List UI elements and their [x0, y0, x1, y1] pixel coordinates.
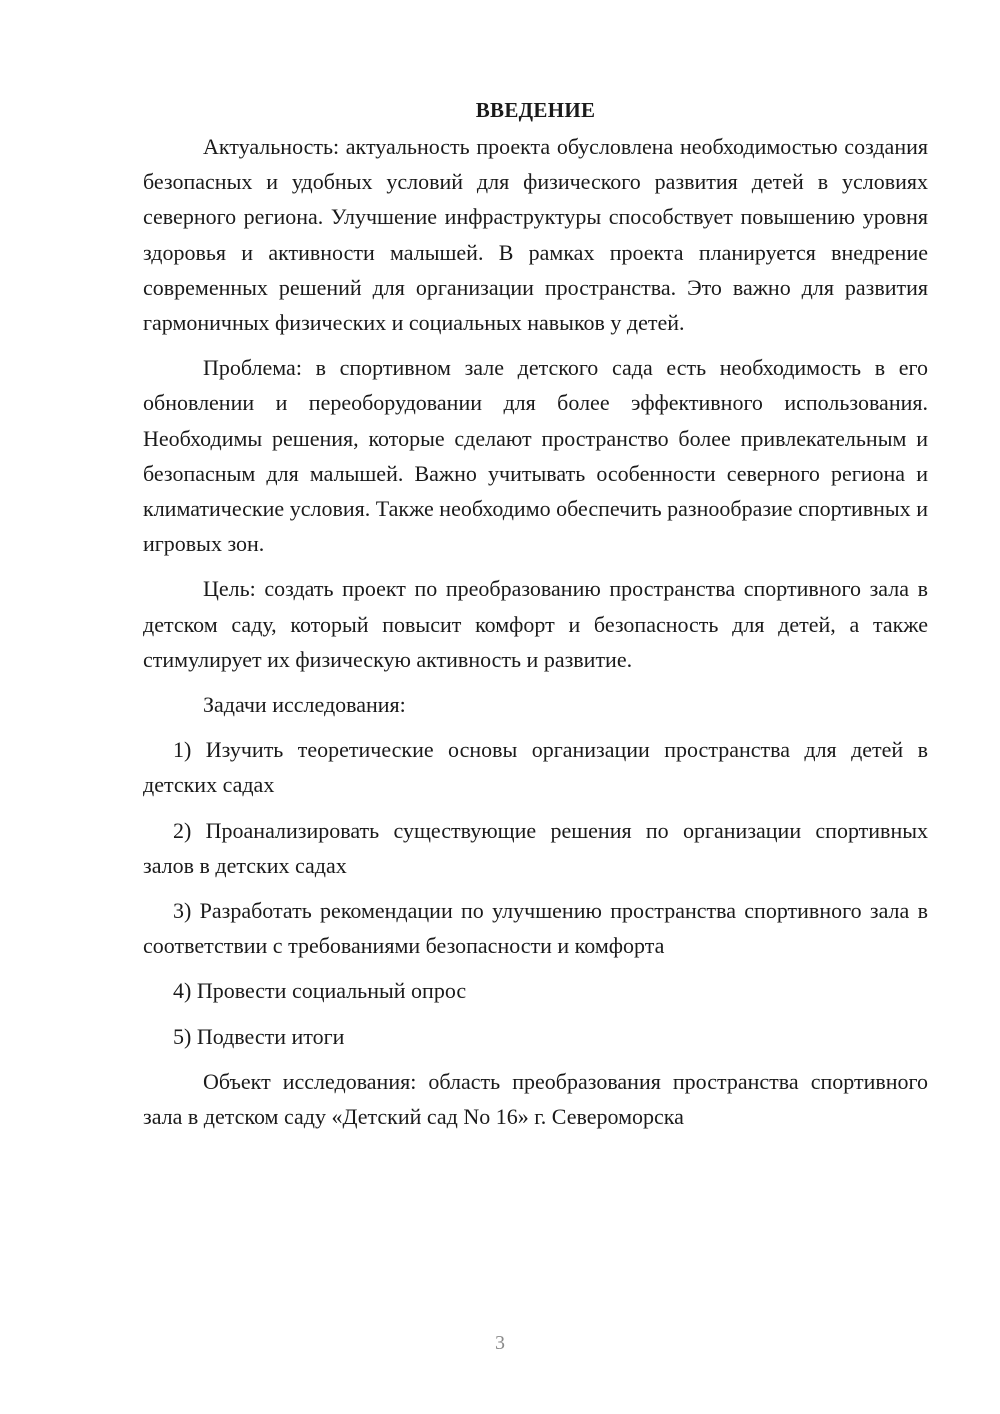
page-number: 3: [495, 1332, 505, 1354]
paragraph-relevance: Актуальность: актуальность проекта обусловлена необходимостью создания безопасных и удобных условий для физического развития детей в условиях северного региона. Улучшение инфраструктуры способствует повышению уровня здоровья и активности малышей. В рамках проекта планируется внедрение современных решений для организации пространства. Это важно для развития гармоничных физических и социальных навыков у детей.: [143, 134, 928, 336]
task-item-5: 5) Подвести итоги: [173, 1023, 345, 1049]
paragraph-problem: Проблема: в спортивном зале детского сада есть необходимость в его обновлении и переоборудовании для более эффективного использования. Необходимы решения, которые сделают пространство более привлекательным и безопасным для малышей. Важно учитывать особенности северного региона и климатические условия. Также необходимо обеспечить разнообразие спортивных и игровых зон.: [143, 355, 928, 557]
paragraph-object: Объект исследования: область преобразования пространства спортивного зала в детском саду «Детский сад No 16» г. Североморска: [143, 1068, 928, 1130]
task-item-1: 1) Изучить теоретические основы организации пространства для детей в детских садах: [143, 737, 928, 798]
task-item-2: 2) Проанализировать существующие решения по организации спортивных залов в детских садах: [143, 817, 928, 878]
tasks-heading: Задачи исследования:: [203, 692, 406, 718]
paragraph-goal: Цель: создать проект по преобразованию пространства спортивного зала в детском саду, который повысит комфорт и безопасность для детей, а также стимулирует их физическую активность и развитие.: [143, 576, 928, 672]
page-title: ВВЕДЕНИЕ: [475, 98, 596, 122]
task-item-3: 3) Разработать рекомендации по улучшению пространства спортивного зала в соответствии с требованиями безопасности и комфорта: [143, 898, 928, 959]
document-page: [143, 93, 928, 1144]
task-item-4: 4) Провести социальный опрос: [173, 978, 467, 1004]
